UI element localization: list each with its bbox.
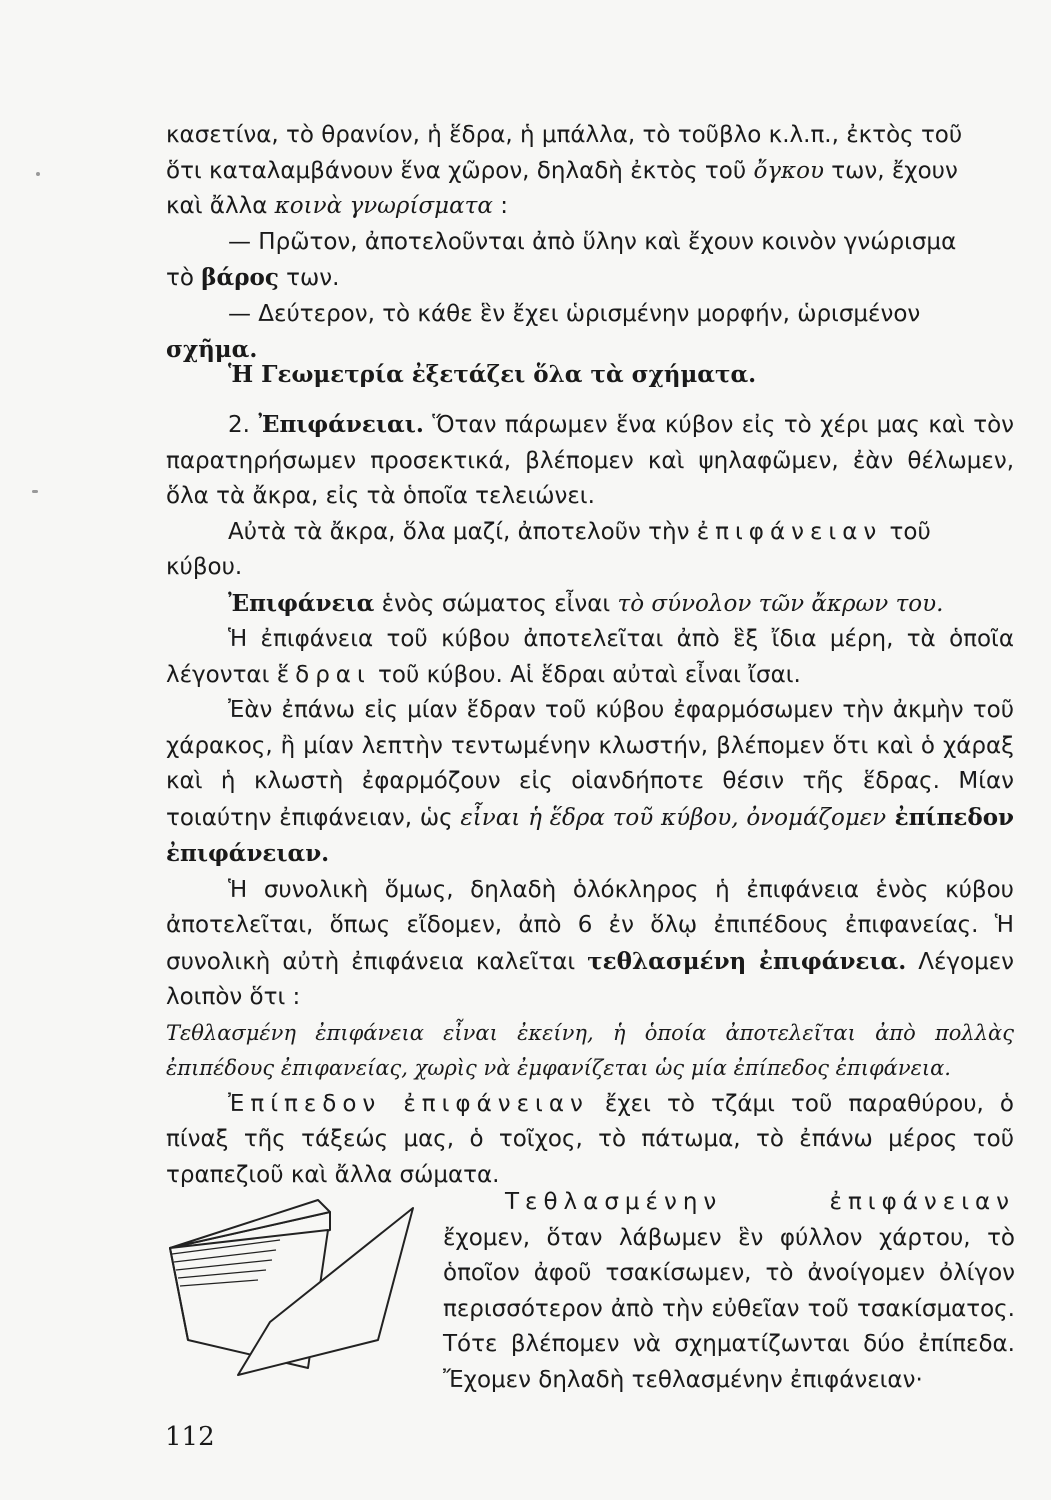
line-1: κασετίνα, τὸ θρανίον, ἡ ἕδρα, ἡ μπάλλα, τὸ τοῦβλο κ.λ.π., ἐκτὸς τοῦ (166, 122, 963, 148)
scan-speck (36, 172, 40, 176)
para-paper: Τεθλασμένην ἐπιφάνειαν ἔχομεν, ὅταν λάβωμεν ἓν φύλλον χάρτου, τὸ ὁποῖον ἀφοῦ τσακίσωμεν, τὸ ἀνοίγομεν ὀλίγον περισσότερον ἀπὸ τὴν εὐθεῖαν τοῦ τσακίσματος. Τότε βλέπομεν νὰ σχηματίζωνται δύο ἐπίπεδα. Ἔχομεν δηλαδὴ τεθλασμένην ἐπιφάνειαν· (443, 1189, 1015, 1393)
text-block-paper (443, 1185, 1015, 1398)
line-2: ὅτι καταλαμβάνουν ἕνα χῶρον, δηλαδὴ ἐκτὸς τοῦ ὄγκου των, ἔχουν (166, 157, 958, 184)
first-point: — Πρῶτον, ἀποτελοῦνται ἀπὸ ὕλην καὶ ἔχουν κοινὸν γνώρισμα (228, 228, 957, 255)
para-examples: Ἐπίπεδον ἐπιφάνειαν ἔχει τὸ τζάμι τοῦ παραθύρου, ὁ πίναξ τῆς τάξεώς μας, ὁ τοῖχος, τὸ πάτωμα, τὸ ἐπάνω μέρος τοῦ τραπεζιοῦ καὶ ἄλλα σώματα. (166, 1090, 1014, 1188)
definition: Ἐπιφάνεια ἑνὸς σώματος εἶναι τὸ σύνολον τῶν ἄκρων του. (228, 589, 944, 617)
para-epipedon: Ἐὰν ἐπάνω εἰς μίαν ἕδραν τοῦ κύβου ἐφαρμόσωμεν τὴν ἀκμὴν τοῦ χάρακος, ἢ μίαν λεπτὴν τεντωμένην κλωστήν, βλέπομεν ὅτι καὶ ὁ χάραξ καὶ ἡ κλωστὴ ἐφαρμόζουν εἰς οἱανδήποτε θέσιν τῆς ἕδρας. Μίαν τοιαύτην ἐπιφάνειαν, ὡς εἶναι ἡ ἕδρα τοῦ κύβου, ὀνομάζομεν ἐπίπεδον ἐπιφάνειαν. (166, 697, 1015, 867)
geometry-heading-wrap (166, 357, 1014, 393)
section-2-title: Ἐπιφάνειαι. (258, 411, 424, 438)
folded-paper-icon (158, 1190, 428, 1380)
second-point: — Δεύτερον, τὸ κάθε ἓν ἔχει ὡρισμένην μορφήν, ὡρισμένον σχῆμα. (166, 300, 921, 363)
para-synoliki: Ἡ συνολικὴ ὅμως, δηλαδὴ ὁλόκληρος ἡ ἐπιφάνεια ἑνὸς κύβου ἀποτελεῖται, ὅπως εἴδομεν, ἀπὸ 6 ἐν ὅλῳ ἐπιπέδους ἐπιφανείας. Ἡ συνολικὴ αὐτὴ ἐπιφάνεια καλεῖται τεθλασμένη ἐπιφάνεια. Λέγομεν λοιπὸν ὅτι : (166, 876, 1014, 1010)
line-3: καὶ ἄλλα κοινὰ γνωρίσματα : (166, 193, 508, 219)
section-2-paragraph: 2. Ἐπιφάνειαι. Ὅταν πάρωμεν ἕνα κύβον εἰς τὸ χέρι μας καὶ τὸν παρατηρήσωμεν προσεκτικά, βλέπομεν καὶ ψηλαφῶμεν, ἐὰν θέλωμεν, ὅλα τὰ ἄκρα, εἰς τὰ ὁποῖα τελειώνει. (166, 411, 1014, 509)
text-block-top (166, 118, 1014, 369)
folded-paper-figure (158, 1190, 428, 1380)
para-akra: Αὐτὰ τὰ ἄκρα, ὅλα μαζί, ἀποτελοῦν τὴν ἐπιφάνειαν τοῦ κύβου. (166, 518, 931, 580)
text-block-section2 (166, 407, 1014, 1193)
para-edrai: Ἡ ἐπιφάνεια τοῦ κύβου ἀποτελεῖται ἀπὸ ἓξ ἴδια μέρη, τὰ ὁποῖα λέγονται ἕδραι τοῦ κύβου. Αἱ ἕδραι αὐταὶ εἶναι ἴσαι. (166, 626, 1014, 688)
italic-definition: Τεθλασμένη ἐπιφάνεια εἶναι ἐκείνη, ἡ ὁποία ἀποτελεῖται ἀπὸ πολλὰς ἐπιπέδους ἐπιφανείας, χωρὶς νὰ ἐμφανίζεται ὡς μία ἐπίπεδος ἐπιφάνεια. (166, 1020, 1014, 1080)
page-number: 112 (165, 1422, 215, 1452)
first-point-cont: τὸ βάρος των. (166, 264, 340, 291)
scan-speck (32, 490, 38, 493)
geometry-heading: Ἡ Γεωμετρία ἐξετάζει ὅλα τὰ σχήματα. (228, 361, 757, 388)
